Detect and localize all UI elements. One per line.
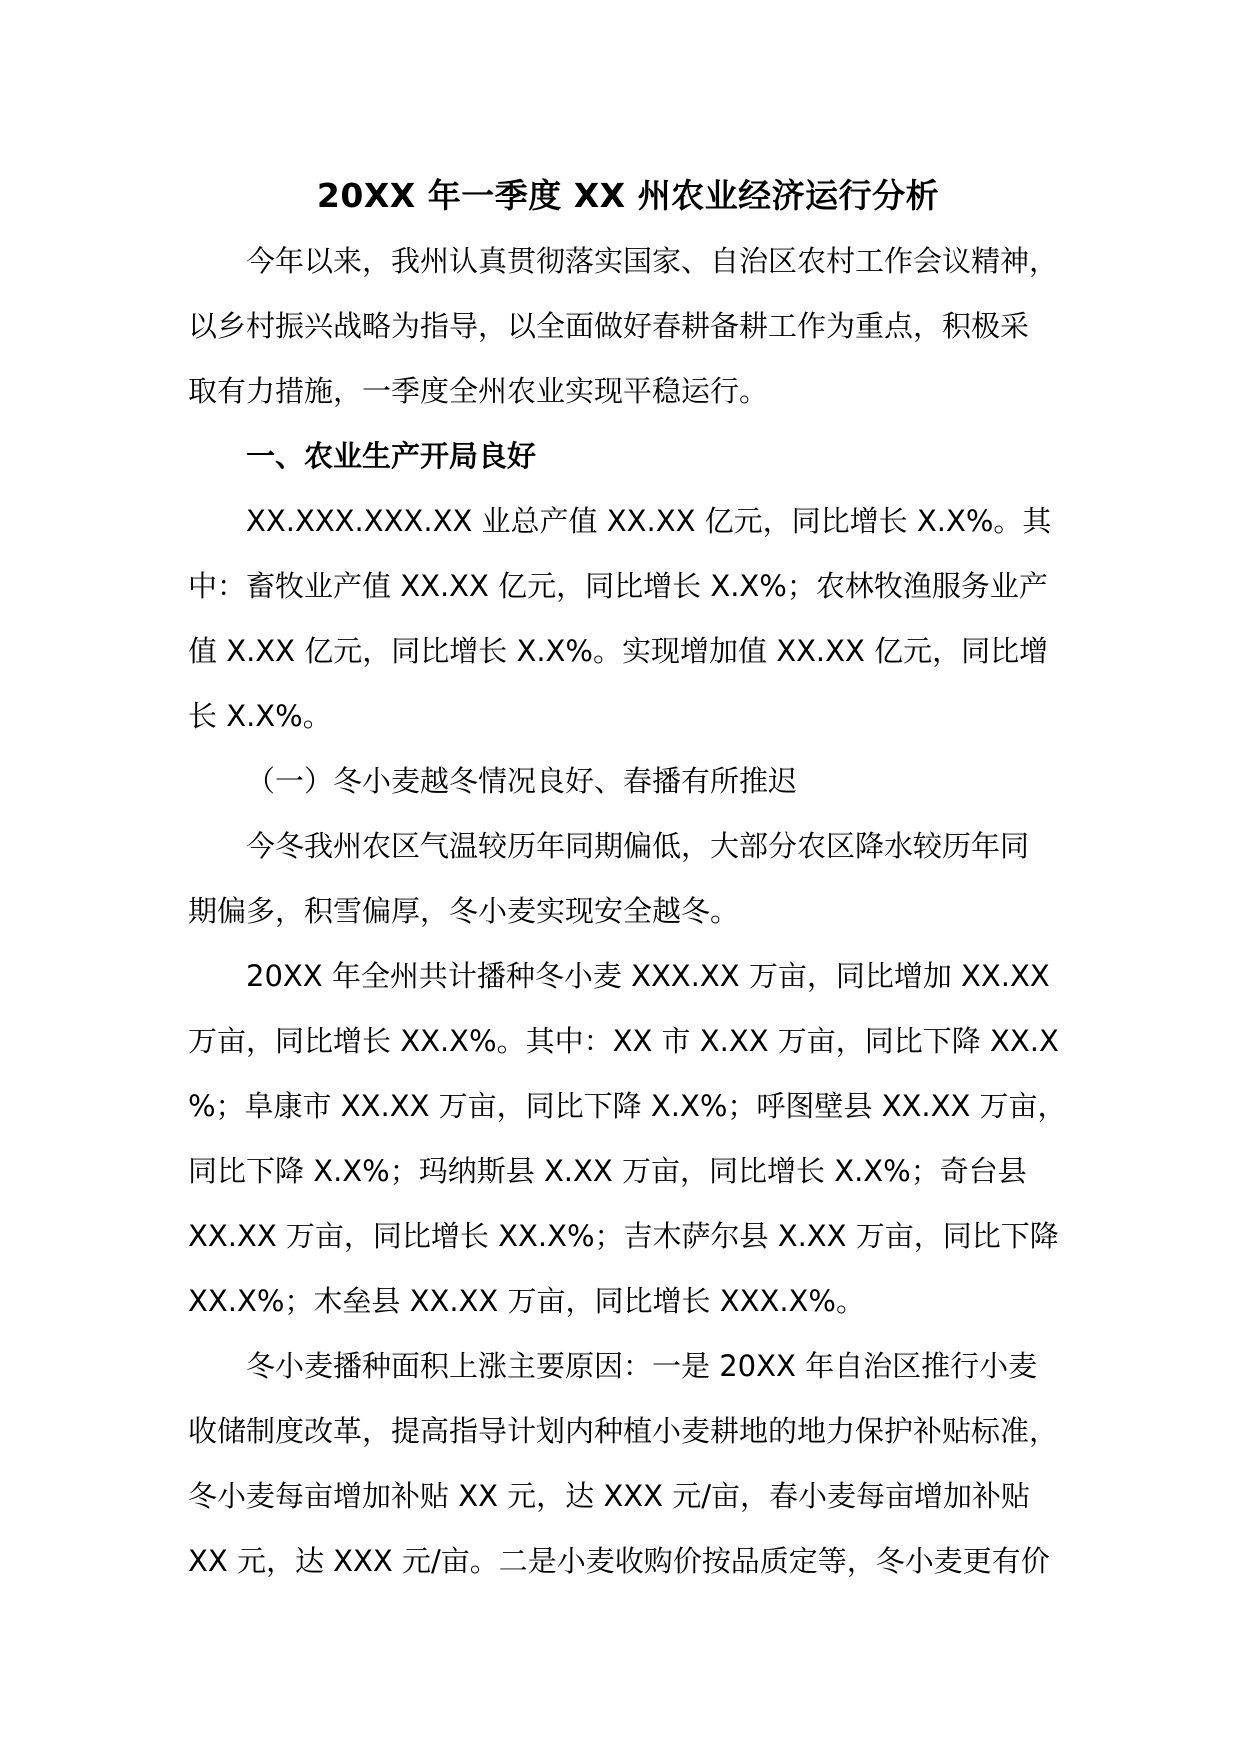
document-page (188, 170, 1068, 1594)
text-line: 万亩，同比增长 XX.X%。其中：XX 市 X.XX 万亩，同比下降 XX.X (188, 1024, 1059, 1058)
text-line: 以乡村振兴战略为指导，以全面做好春耕备耕工作为重点，积极采 (188, 309, 1030, 343)
text-line: 长 X.X%。 (188, 699, 332, 733)
text-line: 收储制度改革，提高指导计划内种植小麦耕地的地力保护补贴标准， (188, 1414, 1059, 1448)
section-heading: 一、农业生产开局良好 (246, 439, 537, 473)
subsection-heading: （一）冬小麦越冬情况良好、春播有所推迟 (246, 764, 798, 798)
text-line: XX.X%；木垒县 XX.XX 万亩，同比增长 XXX.X%。 (188, 1284, 865, 1318)
text-line: %；阜康市 XX.XX 万亩，同比下降 X.X%；呼图壁县 XX.XX 万亩， (188, 1089, 1067, 1123)
text-line: 同比下降 X.X%；玛纳斯县 X.XX 万亩，同比增长 X.X%；奇台县 (188, 1154, 1027, 1188)
document-title: 20XX 年一季度 XX 州农业经济运行分析 (316, 176, 940, 215)
text-line: XX 元，达 XXX 元/亩。二是小麦收购价按品质定等，冬小麦更有价 (188, 1544, 1050, 1578)
text-line: 取有力措施，一季度全州农业实现平稳运行。 (188, 374, 769, 408)
text-line: 值 X.XX 亿元，同比增长 X.X%。实现增加值 XX.XX 亿元，同比增 (188, 634, 1049, 668)
text-line: 冬小麦播种面积上涨主要原因：一是 20XX 年自治区推行小麦 (246, 1349, 1038, 1383)
text-line: 冬小麦每亩增加补贴 XX 元，达 XXX 元/亩，春小麦每亩增加补贴 (188, 1479, 1030, 1513)
text-line: 期偏多，积雪偏厚，冬小麦实现安全越冬。 (188, 894, 740, 928)
text-line: 20XX 年全州共计播种冬小麦 XXX.XX 万亩，同比增加 XX.XX (246, 959, 1050, 993)
text-line: 今冬我州农区气温较历年同期偏低，大部分农区降水较历年同 (246, 829, 1030, 863)
document-body (188, 229, 1068, 1594)
text-line: 今年以来，我州认真贯彻落实国家、自治区农村工作会议精神， (246, 244, 1059, 278)
text-line: 中：畜牧业产值 XX.XX 亿元，同比增长 X.X%；农林牧渔服务业产 (188, 569, 1048, 603)
text-line: XX.XXX.XXX.XX 业总产值 XX.XX 亿元，同比增长 X.X%。其 (246, 504, 1052, 538)
text-line: XX.XX 万亩，同比增长 XX.X%；吉木萨尔县 X.XX 万亩，同比下降 (188, 1219, 1059, 1253)
